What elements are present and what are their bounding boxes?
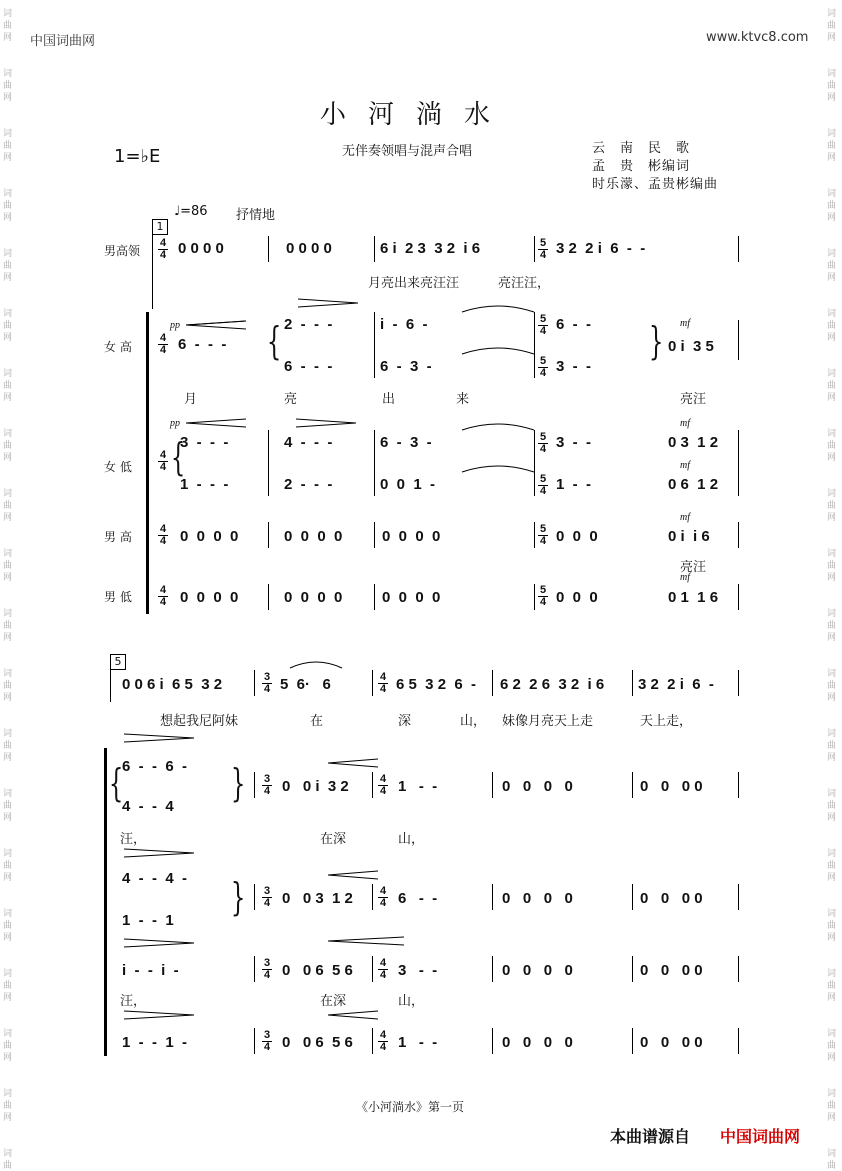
dynamic-mf: mf [680,512,690,523]
barline [738,236,739,262]
fl2-measure-6: 0 0 3 1 2 [282,890,353,907]
decrescendo-hairpin [328,1010,380,1020]
key-signature: 1=♭E [114,146,161,167]
part-label-tenor-solo: 男高领 [104,244,141,258]
fl-measure-1-upper: 3 - - - [180,434,229,451]
fh-measure-5: 0 i 3 5 [668,338,714,355]
ml2-measure-6: 0 0 6 5 6 [282,1034,353,1051]
part-label-male-high: 男 高 [104,530,132,544]
mh2-measure-7: 3 - - [398,962,438,979]
system-bracket-line [110,654,111,702]
time-signature: 3 4 [263,885,271,909]
ml2-measure-7: 1 - - [398,1034,438,1051]
barline [738,884,739,910]
tie [460,300,536,314]
barline [738,670,739,696]
mh2-measure-8: 0 0 0 0 [502,962,573,979]
time-signature: 5 4 [539,473,547,497]
time-signature: 5 4 [539,431,547,455]
barline [492,772,493,798]
fh-measure-2-lower: 6 - - - [284,358,333,375]
barline [372,956,373,982]
barline [254,670,255,696]
mh2-lyric: 在深 [320,994,347,1009]
fl-measure-5-upper: 0 3 1 2 [668,434,719,451]
fh-measure-1: 6 - - - [178,336,227,353]
fl-measure-2-lower: 2 - - - [284,476,333,493]
solo-measure-1: 0 0 0 0 [178,240,224,257]
ml-measure-4: 0 0 0 [556,589,598,606]
time-signature: 4 4 [379,1029,387,1053]
expression-mark: 抒情地 [236,208,276,223]
barline [632,1028,633,1054]
tie [460,342,536,356]
barline [372,884,373,910]
credit-lyrics: 孟 贵 彬编词 [592,159,691,174]
choir-bracket [104,748,107,1056]
fh-measure-2-upper: 2 - - - [284,316,333,333]
brace: { [266,319,282,363]
dynamic-pp: pp [170,418,180,429]
fl2-measure-7: 6 - - [398,890,438,907]
tempo-mark: ♩=86 [174,204,208,219]
subtitle: 无伴奏领唱与混声合唱 [342,144,473,159]
barline [534,430,535,496]
barline [534,584,535,610]
right-watermark-column: 词 曲 网 词 曲 网 词 曲 网 词 曲 网 词 曲 网 词 曲 网 词 曲 网 词 曲 网 词 曲 网 词 曲 网 词 曲 网 词 曲 网 词 曲 网 词 曲 网 词 曲 网 词 曲 网 词 曲 网 词 曲 网 词 曲 网 词 曲 [827,9,837,1171]
dynamic-pp: pp [170,320,180,331]
barline [372,1028,373,1054]
barline [268,236,269,262]
solo-measure-9: 3 2 2 i 6 - [638,676,714,693]
barline [492,1028,493,1054]
mh-measure-2: 0 0 0 0 [284,528,343,545]
fh-measure-4-upper: 6 - - [556,316,592,333]
barline [254,956,255,982]
fl2-measure-9: 0 0 0 0 [640,890,703,907]
time-signature: 5 4 [539,523,547,547]
mh-measure-5: 0 i i 6 [668,528,710,545]
crescendo-hairpin [124,848,196,858]
part-label-female-high: 女 高 [104,340,132,354]
time-signature: 4 4 [159,523,167,547]
system-bracket-line [152,219,153,309]
barline [492,884,493,910]
decrescendo-hairpin [296,418,358,428]
time-signature: 4 4 [379,671,387,695]
ml-measure-3: 0 0 0 0 [382,589,441,606]
barline [492,670,493,696]
fl-measure-4-lower: 1 - - [556,476,592,493]
barline [254,772,255,798]
solo-lyric: 山， [460,714,487,729]
mh2-measure-9: 0 0 0 0 [640,962,703,979]
solo-measure-4: 3 2 2 i 6 - - [556,240,646,257]
barline [268,430,269,496]
tie [460,418,536,432]
time-signature: 4 4 [159,332,167,356]
fl-measure-2-upper: 4 - - - [284,434,333,451]
barline [492,956,493,982]
time-signature: 4 4 [379,957,387,981]
dynamic-mf: mf [680,418,690,429]
barline [738,772,739,798]
decrescendo-hairpin [298,298,360,308]
fh-lyric: 出 [382,392,396,407]
mh2-measure-6: 0 0 6 5 6 [282,962,353,979]
solo-lyric: 在 [310,714,324,729]
barline [374,312,375,378]
crescendo-hairpin [124,938,196,948]
crescendo-hairpin [124,1010,196,1020]
mh-measure-3: 0 0 0 0 [382,528,441,545]
barline [374,584,375,610]
barline [372,670,373,696]
fl-measure-1-lower: 1 - - - [180,476,229,493]
fh2-measure-5-lower: 4 - - 4 [122,798,174,815]
barline [738,956,739,982]
fh-measure-4-lower: 3 - - [556,358,592,375]
solo-measure-7: 6 5 3 2 6 - [396,676,477,693]
fh-lyric: 来 [456,392,470,407]
fh2-measure-9: 0 0 0 0 [640,778,703,795]
mh2-lyric: 山， [398,994,425,1009]
left-watermark-column: 词 曲 网 词 曲 网 词 曲 网 词 曲 网 词 曲 网 词 曲 网 词 曲 网 词 曲 网 词 曲 网 词 曲 网 词 曲 网 词 曲 网 词 曲 网 词 曲 网 词 曲 网 词 曲 网 词 曲 网 词 曲 网 词 曲 网 词 曲 [3,9,13,1171]
time-signature: 3 4 [263,957,271,981]
decrescendo-hairpin [328,936,406,946]
brace-close: } [648,319,664,363]
barline [632,670,633,696]
dynamic-mf: mf [680,572,690,583]
time-signature: 3 4 [263,773,271,797]
fh2-measure-6: 0 0 i 3 2 [282,778,349,795]
measure-number-box: 1 [152,219,168,235]
time-signature: 4 4 [159,449,167,473]
fl-measure-3-upper: 6 - 3 - [380,434,432,451]
site-name-left: 中国词曲网 [30,34,96,49]
solo-lyric: 想起我尼阿妹 [160,714,239,729]
solo-measure-6: 5 6· 6 [280,676,331,693]
brace-close: } [230,761,246,805]
brace: { [108,761,124,805]
credit-origin: 云 南 民 歌 [592,141,691,156]
ml2-measure-5: 1 - - 1 - [122,1034,188,1051]
fh-measure-3-upper: i - 6 - [380,316,428,333]
source-prefix: 本曲谱源自 [610,1127,691,1146]
dynamic-mf: mf [680,318,690,329]
barline [254,1028,255,1054]
solo-lyrics: 月亮出来亮汪汪 亮汪汪， [368,276,551,291]
fl-measure-5-lower: 0 6 1 2 [668,476,719,493]
solo-lyric: 深 [398,714,412,729]
barline [254,884,255,910]
time-signature: 4 4 [379,885,387,909]
barline [534,312,535,378]
choir-bracket [146,312,149,614]
solo-measure-8: 6 2 2 6 3 2 i 6 [500,676,605,693]
barline [738,584,739,610]
fl2-measure-8: 0 0 0 0 [502,890,573,907]
barline [534,236,535,262]
barline [268,584,269,610]
solo-measure-5: 0 0 6 i 6 5 3 2 [122,676,223,693]
time-signature: 4 4 [159,584,167,608]
barline [738,1028,739,1054]
barline [738,522,739,548]
fl2-measure-5-lower: 1 - - 1 [122,912,174,929]
decrescendo-hairpin [328,758,380,768]
page-title: 小河淌水 [320,100,513,130]
solo-measure-3: 6 i 2 3 3 2 i 6 [380,240,481,257]
decrescendo-hairpin [186,418,248,428]
time-signature: 3 4 [263,671,271,695]
barline [372,772,373,798]
dynamic-mf: mf [680,460,690,471]
crescendo-hairpin [124,733,196,743]
solo-lyric: 天上走， [640,714,693,729]
ml2-measure-8: 0 0 0 0 [502,1034,573,1051]
ml-measure-5: 0 1 1 6 [668,589,719,606]
tie [460,460,536,474]
barline [738,320,739,360]
time-signature: 5 4 [539,355,547,379]
mh-lyrics: 亮汪 [680,560,707,575]
page-footer: 《小河淌水》第一页 [356,1100,465,1114]
brace: { [170,435,186,479]
mh2-lyric: 汪， [120,994,147,1009]
barline [632,772,633,798]
site-url-right: www.ktvc8.com [706,30,809,45]
barline [374,430,375,496]
barline [738,430,739,496]
mh2-measure-5: i - - i - [122,962,179,979]
part-label-male-low: 男 低 [104,590,132,604]
solo-measure-2: 0 0 0 0 [286,240,332,257]
tie [288,656,344,670]
barline [632,884,633,910]
barline [268,522,269,548]
fh-measure-3-lower: 6 - 3 - [380,358,432,375]
part-label-female-low: 女 低 [104,460,132,474]
fh2-lyric: 山， [398,832,425,847]
mh-measure-4: 0 0 0 [556,528,598,545]
barline [374,522,375,548]
barline [632,956,633,982]
source-link[interactable]: 中国词曲网 [720,1127,801,1146]
fh-lyric: 亮 [284,392,298,407]
solo-lyric: 妹像月亮天上走 [502,714,594,729]
ml-measure-1: 0 0 0 0 [180,589,239,606]
fh-lyric: 月 [184,392,198,407]
time-signature: 5 4 [539,237,547,261]
ml-measure-2: 0 0 0 0 [284,589,343,606]
time-signature: 4 4 [379,773,387,797]
time-signature: 5 4 [539,313,547,337]
ml2-measure-9: 0 0 0 0 [640,1034,703,1051]
fl-measure-3-lower: 0 0 1 - [380,476,436,493]
decrescendo-hairpin [328,870,380,880]
fh2-lyric: 汪， [120,832,147,847]
brace-close: } [230,875,246,919]
fh2-lyric: 在深 [320,832,347,847]
measure-number-box: 5 [110,654,126,670]
fl2-measure-5-upper: 4 - - 4 - [122,870,188,887]
fl-measure-4-upper: 3 - - [556,434,592,451]
fh2-measure-7: 1 - - [398,778,438,795]
time-signature: 4 4 [159,237,167,261]
mh-measure-1: 0 0 0 0 [180,528,239,545]
fh2-measure-5-upper: 6 - - 6 - [122,758,188,775]
decrescendo-hairpin [186,320,248,330]
barline [374,236,375,262]
fh2-measure-8: 0 0 0 0 [502,778,573,795]
barline [534,522,535,548]
time-signature: 5 4 [539,584,547,608]
credit-arranger: 时乐濛、孟贵彬编曲 [592,177,719,192]
time-signature: 3 4 [263,1029,271,1053]
fh-lyric: 亮汪 [680,392,707,407]
